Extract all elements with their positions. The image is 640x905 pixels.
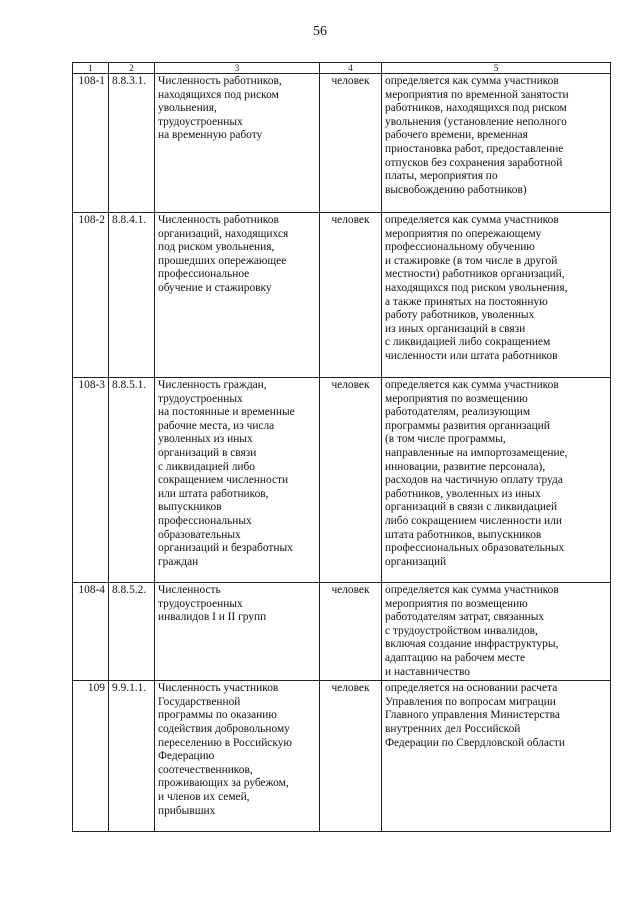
calculation-method: определяется как сумма участников мероприятия по опережающему профессиональному обучению и стажировке (в том числе в другой местности) работников организаций, находящихся под риском увольнения, а также принятых на постоянную работу работников, уволенных из иных организаций в связи с ликвидацией либо сокращением численности или штата работников: [382, 213, 611, 378]
unit-of-measure: человек: [320, 681, 382, 832]
indicator-name: Численность граждан, трудоустроенных на постоянные и временные рабочие места, из числа уволенных из иных организаций в связи с ликвидацией либо сокращением численности или штата работников, выпускников профессиональных образовательных организаций и безработных граждан: [155, 378, 320, 583]
calculation-method: определяется как сумма участников мероприятия по возмещению работодателям, реализующим программы развития организаций (в том числе программы, направленные на импортозамещение, инновации, развитие персонала), расходов на частичную оплату труда работников, уволенных из иных организаций в связи с ликвидацией либо сокращением численности или штата работников, выпускников профессиональных образовательных организаций: [382, 378, 611, 583]
column-header-2: 2: [109, 63, 155, 74]
page-number: 56: [313, 24, 327, 39]
column-header-1: 1: [73, 63, 109, 74]
indicator-name: Численность работников, находящихся под риском увольнения, трудоустроенных на временную работу: [155, 74, 320, 213]
row-number: 108-2: [73, 213, 109, 378]
indicator-name: Численность участников Государственной программы по оказанию содействия добровольному переселению в Российскую Федерацию соотечественников, проживающих за рубежом, и членов их семей, прибывших: [155, 681, 320, 832]
row-code: 8.8.4.1.: [109, 213, 155, 378]
row-code: 8.8.5.1.: [109, 378, 155, 583]
row-code: 8.8.5.2.: [109, 583, 155, 681]
indicator-name: Численность трудоустроенных инвалидов I и II групп: [155, 583, 320, 681]
indicators-table: [72, 62, 611, 832]
column-header-3: 3: [155, 63, 320, 74]
row-number: 109: [73, 681, 109, 832]
row-number: 108-1: [73, 74, 109, 213]
table-row: [73, 213, 611, 378]
calculation-method: определяется как сумма участников мероприятия по временной занятости работников, находящихся под риском увольнения (установление неполного рабочего времени, временная приостановка работ, предоставление отпусков без сохранения заработной платы, мероприятия по высвобождению работников): [382, 74, 611, 213]
unit-of-measure: человек: [320, 74, 382, 213]
calculation-method: определяется на основании расчета Управления по вопросам миграции Главного управления Министерства внутренних дел Российской Федерации по Свердловской области: [382, 681, 611, 832]
column-header-4: 4: [320, 63, 382, 74]
column-header-5: 5: [382, 63, 611, 74]
unit-of-measure: человек: [320, 213, 382, 378]
calculation-method: определяется как сумма участников мероприятия по возмещению работодателям затрат, связанных с трудоустройством инвалидов, включая создание инфраструктуры, адаптацию на рабочем месте и наставничество: [382, 583, 611, 681]
table-row: [73, 583, 611, 681]
table-row: [73, 74, 611, 213]
row-code: 9.9.1.1.: [109, 681, 155, 832]
row-number: 108-3: [73, 378, 109, 583]
row-code: 8.8.3.1.: [109, 74, 155, 213]
indicator-name: Численность работников организаций, находящихся под риском увольнения, прошедших опережающее профессиональное обучение и стажировку: [155, 213, 320, 378]
row-number: 108-4: [73, 583, 109, 681]
table-row: [73, 378, 611, 583]
unit-of-measure: человек: [320, 378, 382, 583]
header-row: [73, 63, 611, 74]
unit-of-measure: человек: [320, 583, 382, 681]
table-row: [73, 681, 611, 832]
